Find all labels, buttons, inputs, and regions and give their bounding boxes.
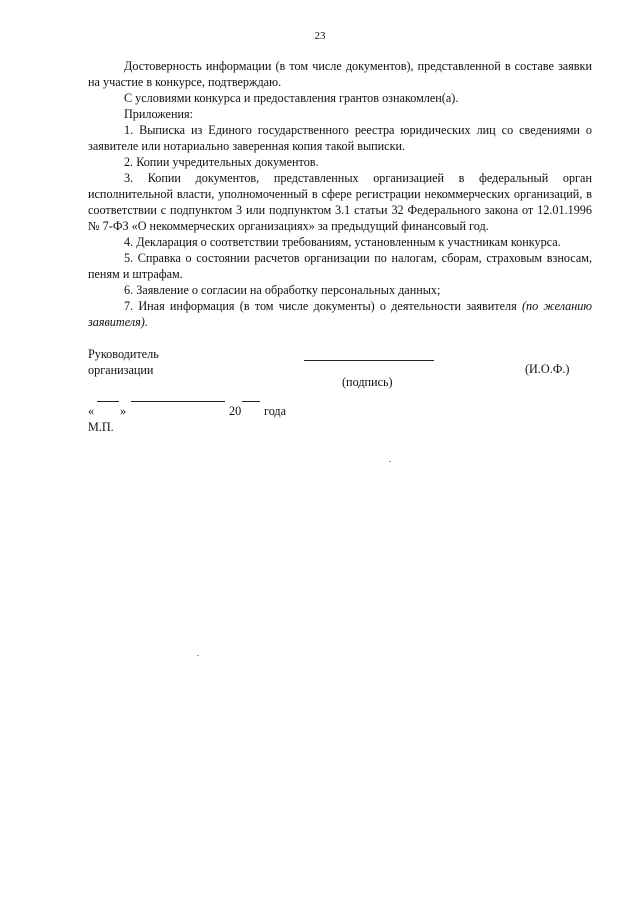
name-hint: (И.О.Ф.) xyxy=(525,362,570,376)
paragraph-acknowledgement: С условиями конкурса и предоставления грантов ознакомлен(а). xyxy=(124,91,459,105)
attachment-item-7 xyxy=(88,298,592,330)
date-year-line xyxy=(242,401,260,402)
paragraph-confirmation: Достоверность информации (в том числе документов), представленной в составе заявки на участие в конкурсе, подтверждаю. xyxy=(88,59,592,89)
attachments-heading: Приложения: xyxy=(124,107,193,121)
signature-line xyxy=(304,360,434,361)
head-title-line1: Руководитель xyxy=(88,347,159,361)
attachment-item-4: 4. Декларация о соответствии требованиям, установленным к участникам конкурса. xyxy=(124,235,561,249)
document-body xyxy=(88,58,592,330)
date-close-quote: » xyxy=(120,404,127,418)
head-title-line2: организации xyxy=(88,363,154,377)
date-day-line xyxy=(97,401,119,402)
scan-speck xyxy=(389,461,391,462)
signature-hint: (подпись) xyxy=(342,375,393,389)
stamp-mark: М.П. xyxy=(88,420,114,434)
scan-speck xyxy=(197,655,199,656)
attachment-item-5: 5. Справка о состоянии расчетов организации по налогам, сборам, страховым взносам, пеням и штрафам. xyxy=(88,251,592,281)
page-number: 23 xyxy=(314,30,326,42)
date-month-line xyxy=(131,401,225,402)
date-year-word: года xyxy=(264,404,287,418)
attachment-item-3: 3. Копии документов, представленных организацией в федеральный орган исполнительной власти, уполномоченный в сфере регистрации некоммерческих организаций, в соответствии с подпунктом 3 или подпунктом 3.1 статьи 32 Федерального закона от 12.01.1996 № 7-ФЗ «О некоммерческих организациях» за предыдущий финансовый год. xyxy=(88,171,592,233)
attachment-item-7-text: 7. Иная информация (в том числе документы) о деятельности заявителя xyxy=(124,299,522,313)
attachment-item-1: 1. Выписка из Единого государственного реестра юридических лиц со сведениями о заявителе или нотариально заверенная копия такой выписки. xyxy=(88,123,592,153)
attachment-item-6: 6. Заявление о согласии на обработку персональных данных; xyxy=(124,283,441,297)
attachment-item-2: 2. Копии учредительных документов. xyxy=(124,155,319,169)
attachment-item-7-note: (по желанию заявителя). xyxy=(88,299,592,329)
date-year-prefix: 20 xyxy=(229,404,242,418)
date-open-quote: « xyxy=(88,404,95,418)
